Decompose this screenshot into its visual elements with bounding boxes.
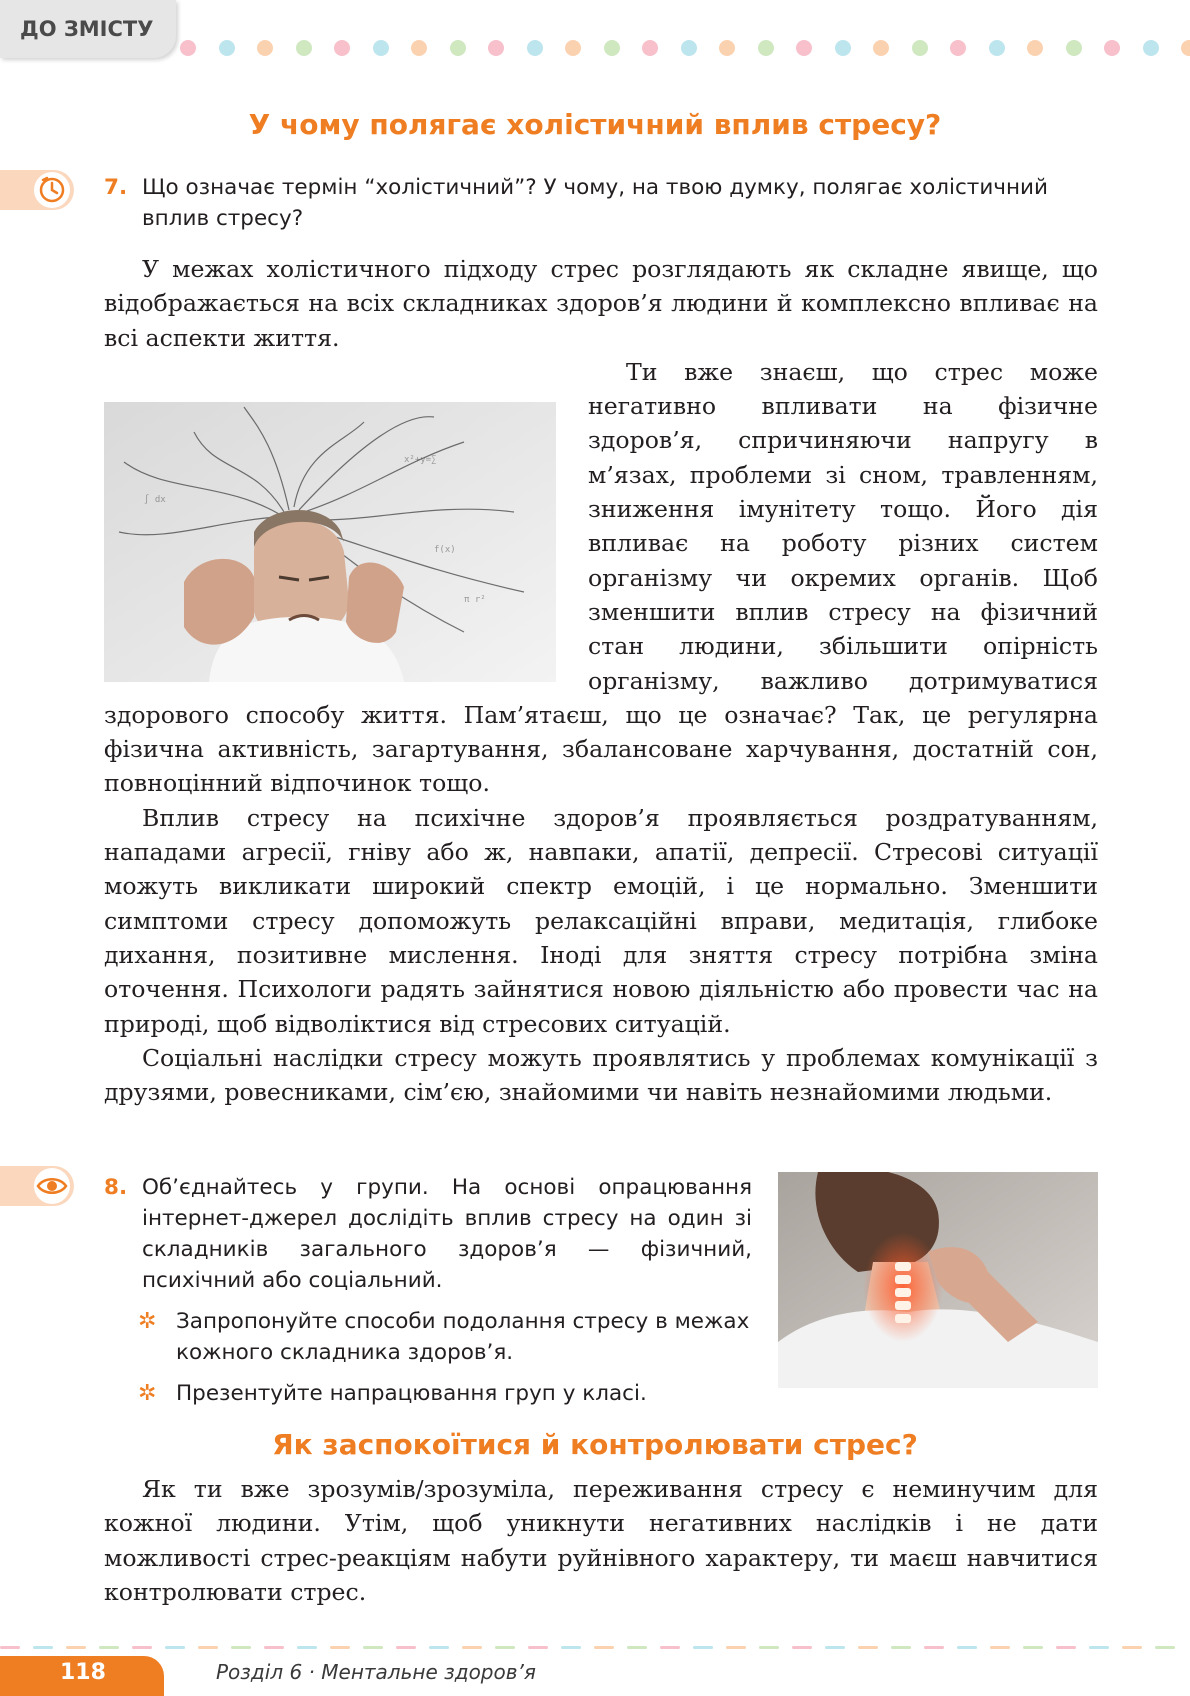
footer-dash: [1122, 1646, 1142, 1649]
decorative-dot: [180, 40, 196, 56]
footer-dash: [990, 1646, 1010, 1649]
decorative-dot: [450, 40, 466, 56]
task8-bullet-1: [138, 1306, 752, 1368]
page-number: 118: [60, 1660, 106, 1685]
decorative-dot: [1066, 40, 1082, 56]
svg-text:f(x): f(x): [434, 544, 456, 555]
decorative-dot: [373, 40, 389, 56]
paragraph-mental-health: Вплив стресу на психічне здоров’я проявляється роздратуванням, нападами агресії, гніву або ж, навпаки, апатії, депресії. Стресові ситуації можуть викликати широкий спектр емоцій, і це нормально. Зменшити симптоми стресу допоможуть релаксаційні вправи, медитація, глибоке дихання, позитивне мислення. Іноді для зняття стресу потрібна зміна оточення. Психологи радять зайнятися новою діяльністю або провести час на природі, щоб відволіктися від стресових ситуацій.: [104, 803, 1098, 1038]
decorative-dot: [1181, 40, 1190, 56]
footer-dash: [1155, 1646, 1175, 1649]
footer-dash: [33, 1646, 53, 1649]
task7-marker: [0, 170, 74, 210]
decorative-dot: [527, 40, 543, 56]
task8-marker: [0, 1166, 74, 1206]
decorative-dot: [796, 40, 812, 56]
decorative-dot: [758, 40, 774, 56]
footer-dash: [429, 1646, 449, 1649]
toc-button[interactable]: [0, 0, 176, 58]
svg-text:∫ dx: ∫ dx: [144, 494, 166, 505]
footer-dash: [693, 1646, 713, 1649]
paragraph-holistic-approach: У межах холістичного підходу стрес розглядають як складне явище, що відображається на всіх складниках здоров’я людини й комплексно впливає на всі аспекти життя.: [104, 255, 1098, 352]
footer-dash: [165, 1646, 185, 1649]
decorative-dot: [296, 40, 312, 56]
footer-dash: [924, 1646, 944, 1649]
footer-dash: [363, 1646, 383, 1649]
decorative-dot: [1143, 40, 1159, 56]
footer-dash: [99, 1646, 119, 1649]
clock-icon: [34, 172, 70, 208]
footer-dash: [0, 1646, 20, 1649]
decorative-dot: [912, 40, 928, 56]
footer-dash: [792, 1646, 812, 1649]
footer-dash: [132, 1646, 152, 1649]
footer-dash: [1056, 1646, 1076, 1649]
footer-dash: [891, 1646, 911, 1649]
footer-dash: [957, 1646, 977, 1649]
task8-bullet-1-text: Запропонуйте способи подолання стресу в межах кожного складника здоров’я.: [176, 1309, 750, 1365]
footer-dash: [396, 1646, 416, 1649]
footer-dash: [1023, 1646, 1043, 1649]
section-heading-holistic: У чому полягає холістичний вплив стресу?: [248, 108, 942, 141]
paragraph-physical-health: Ти вже знаєш, що стрес може негативно впливати на фізичне здоров’я, спричиняючи напругу в м’язах, проблеми зі сном, травленням, зниження імунітету тощо. Його дія впливає на роботу різних систем організму чи окремих органів. Щоб зменшити вплив стресу на фізичний стан людини, збільшити опірність організму, важливо дотримуватися здорового способу життя. Пам’ятаєш, що це означає? Так, це регулярна фізична активність, загартування, збалансоване харчування, достатній сон, повноцінний відпочинок тощо.: [104, 357, 1098, 798]
footer-dash: [1089, 1646, 1109, 1649]
paragraph-social-consequences: Соціальні наслідки стресу можуть проявлятись у проблемах комунікації з друзями, ровесниками, сім’єю, знайомими чи навіть незнайомими людьми.: [104, 1043, 1098, 1107]
decorative-dot: [219, 40, 235, 56]
decorative-dot: [1027, 40, 1043, 56]
footer-dash: [825, 1646, 845, 1649]
task8-number: 8.: [104, 1175, 128, 1200]
footer-dash: [627, 1646, 647, 1649]
footer-dash: [726, 1646, 746, 1649]
footer-dash: [462, 1646, 482, 1649]
decorative-dot: [873, 40, 889, 56]
chapter-title: Розділ 6 · Ментальне здоров’я: [216, 1660, 536, 1684]
decorative-dot: [719, 40, 735, 56]
footer-dash: [660, 1646, 680, 1649]
svg-text:π r²: π r²: [464, 594, 486, 605]
decorative-dot: [681, 40, 697, 56]
decorative-dot: [604, 40, 620, 56]
task8-text: Об’єднайтесь у групи. На основі опрацювання інтернет-джерел дослідіть вплив стресу на один зі складників загального здоров’я — фізичний, психічний або соціальний.: [142, 1175, 752, 1293]
section2-body: [104, 1472, 1098, 1609]
decorative-dot: [488, 40, 504, 56]
decorative-dot: [835, 40, 851, 56]
decorative-dot: [334, 40, 350, 56]
paragraph-control-stress: Як ти вже зрозумів/зрозуміла, переживання стресу є неминучим для кожної людини. Утім, щоб уникнути негативних наслідків і не дати можливості стрес-реакціям набути руйнівного характеру, ти маєш навчитися контролювати стрес.: [104, 1475, 1098, 1606]
eye-icon: [34, 1168, 70, 1204]
svg-text:x²+y=∑: x²+y=∑: [404, 454, 437, 465]
footer-dash: [330, 1646, 350, 1649]
footer-dash: [198, 1646, 218, 1649]
footer-dash: [297, 1646, 317, 1649]
footer-dash: [561, 1646, 581, 1649]
decorative-dot: [989, 40, 1005, 56]
task7: [104, 172, 1098, 234]
footer-dash: [231, 1646, 251, 1649]
footer-dash: [594, 1646, 614, 1649]
decorative-dots: [180, 40, 1190, 56]
footer-dash: [66, 1646, 86, 1649]
sun-bullet-icon: ✲: [138, 1381, 157, 1406]
decorative-dot: [950, 40, 966, 56]
decorative-dot: [1104, 40, 1120, 56]
section1-body: [104, 252, 1098, 1109]
decorative-dot: [642, 40, 658, 56]
footer-dash: [264, 1646, 284, 1649]
task8-bullet-2: [138, 1378, 752, 1409]
footer-dashed-line: [0, 1646, 1190, 1650]
toc-label: ДО ЗМІСТУ: [20, 17, 154, 41]
footer-dash: [858, 1646, 878, 1649]
task7-number: 7.: [104, 175, 128, 200]
section-heading-calm-down: Як заспокоїтися й контролювати стрес?: [272, 1428, 918, 1461]
footer-dash: [759, 1646, 779, 1649]
footer-dash: [495, 1646, 515, 1649]
decorative-dot: [565, 40, 581, 56]
footer-dash: [528, 1646, 548, 1649]
neck-pain-photo: [778, 1172, 1098, 1388]
task8-bullet-2-text: Презентуйте напрацювання груп у класі.: [176, 1381, 647, 1406]
stressed-man-photo: [104, 402, 556, 682]
decorative-dot: [257, 40, 273, 56]
sun-bullet-icon: ✲: [138, 1309, 157, 1334]
task8: [104, 1172, 752, 1296]
task7-text: Що означає термін “холістичний”? У чому, на твою думку, полягає холістичний вплив стресу?: [142, 175, 1049, 231]
decorative-dot: [411, 40, 427, 56]
